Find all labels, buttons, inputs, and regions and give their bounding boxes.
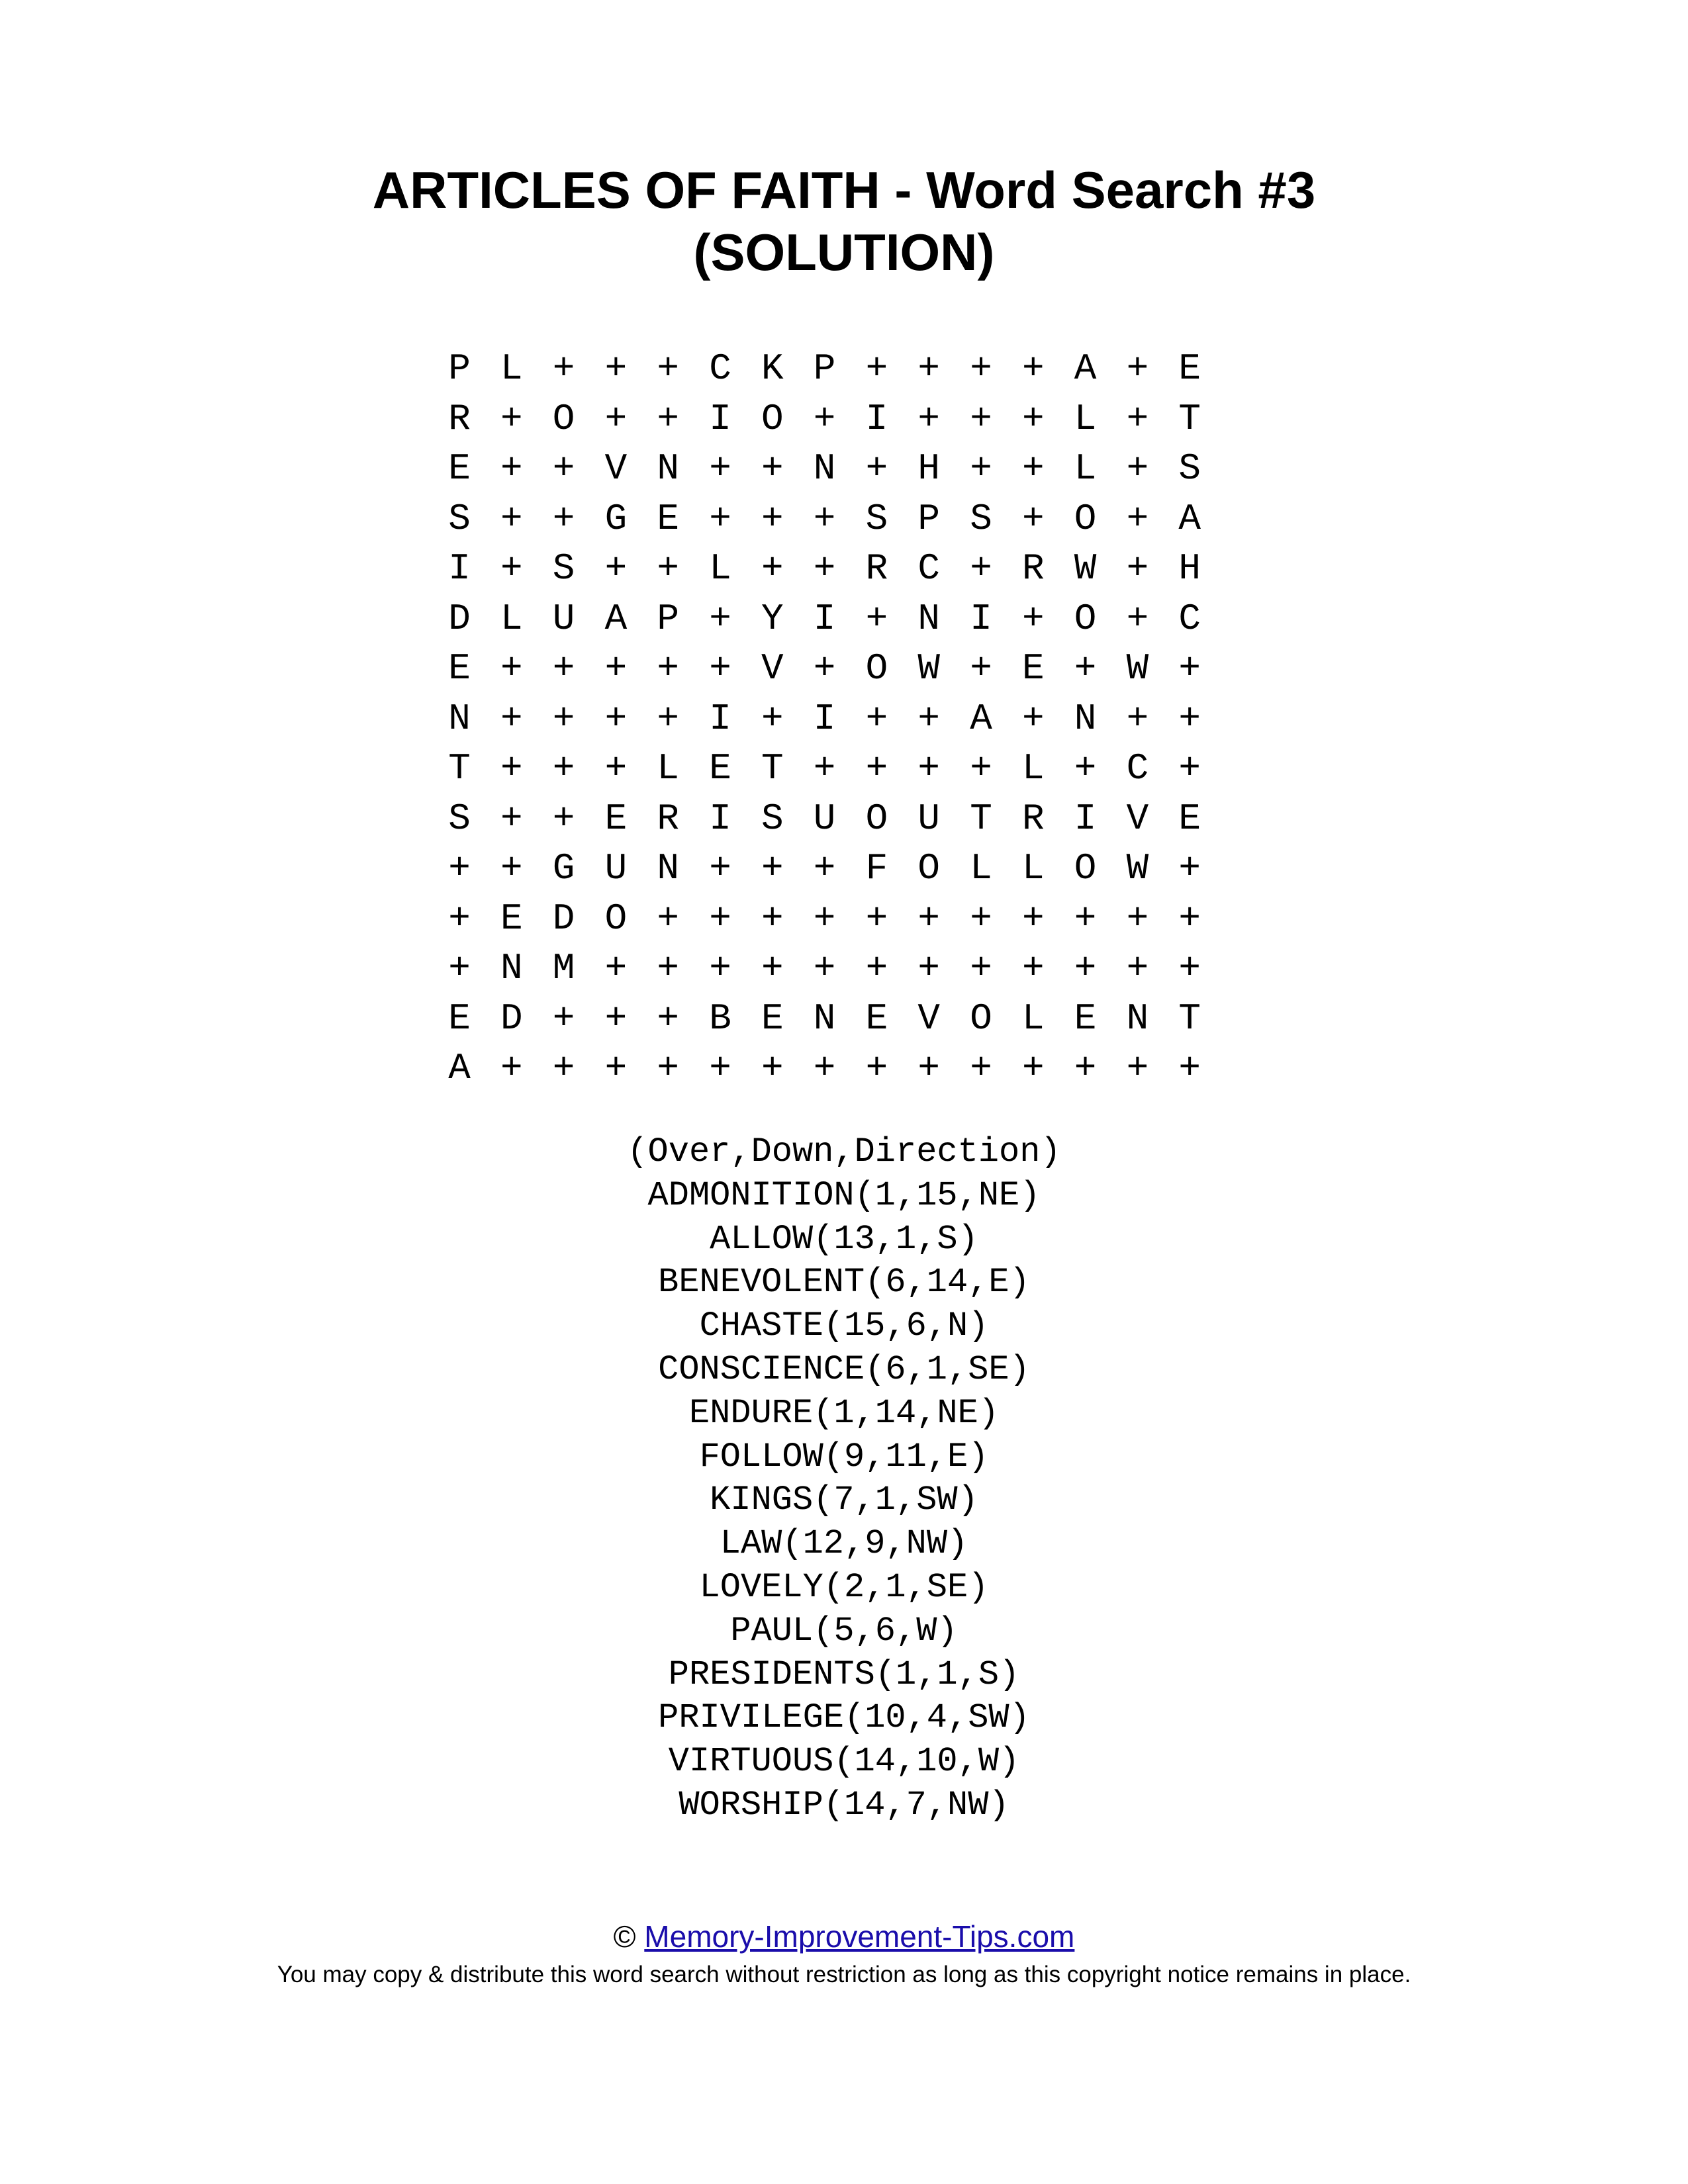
grid-cell: O: [1074, 497, 1097, 540]
grid-cell: +: [1021, 397, 1045, 440]
grid-cell: +: [448, 847, 471, 889]
grid-cell: G: [604, 497, 628, 540]
grid-cell: +: [813, 497, 836, 540]
grid-cell: +: [865, 447, 888, 490]
grid-cell: +: [970, 447, 992, 490]
grid-cell: +: [1074, 747, 1097, 790]
grid-cell: T: [761, 747, 784, 790]
grid-cell: C: [1126, 747, 1149, 790]
grid-cell: +: [1126, 947, 1149, 989]
grid-cell: S: [1178, 447, 1201, 490]
grid-cell: +: [865, 697, 888, 740]
grid-cell: +: [709, 897, 731, 940]
grid-cell: +: [709, 647, 731, 690]
word-list-item: PRESIDENTS(1,1,S): [668, 1655, 1020, 1694]
grid-cell: +: [761, 897, 784, 940]
word-list-item: KINGS(7,1,SW): [710, 1480, 978, 1520]
grid-row: [440, 894, 1218, 944]
grid-cell: T: [1178, 397, 1201, 440]
grid-row: [440, 494, 1218, 545]
grid-cell: I: [709, 797, 731, 840]
grid-cell: S: [761, 797, 784, 840]
grid-cell: +: [657, 697, 679, 740]
grid-row: [440, 594, 1218, 645]
grid-cell: O: [761, 397, 784, 440]
grid-cell: +: [1178, 1047, 1201, 1089]
grid-cell: A: [448, 1047, 471, 1089]
grid-cell: +: [917, 697, 940, 740]
grid-cell: E: [657, 497, 679, 540]
grid-cell: E: [448, 447, 471, 490]
grid-cell: +: [813, 547, 836, 590]
grid-cell: +: [917, 1047, 940, 1089]
grid-cell: O: [917, 847, 940, 889]
grid-cell: +: [917, 347, 940, 390]
grid-cell: A: [604, 597, 628, 640]
grid-cell: +: [657, 897, 679, 940]
grid-cell: N: [657, 847, 679, 889]
grid-cell: +: [970, 1047, 992, 1089]
grid-cell: +: [970, 947, 992, 989]
grid-cell: +: [552, 497, 575, 540]
grid-cell: +: [865, 347, 888, 390]
grid-cell: S: [552, 547, 575, 590]
grid-cell: +: [709, 947, 731, 989]
grid-cell: W: [1126, 847, 1149, 889]
grid-cell: +: [604, 697, 628, 740]
grid-cell: N: [448, 697, 471, 740]
grid-cell: O: [1074, 847, 1097, 889]
grid-cell: +: [813, 397, 836, 440]
grid-cell: U: [552, 597, 575, 640]
grid-cell: +: [448, 947, 471, 989]
grid-cell: I: [709, 397, 731, 440]
grid-cell: +: [1021, 597, 1045, 640]
word-search-grid: [440, 344, 1218, 1094]
grid-cell: +: [865, 947, 888, 989]
grid-row: [440, 544, 1218, 594]
grid-cell: +: [552, 697, 575, 740]
grid-cell: R: [657, 797, 679, 840]
grid-cell: L: [500, 597, 523, 640]
grid-cell: +: [917, 897, 940, 940]
grid-cell: V: [917, 997, 940, 1040]
grid-cell: D: [500, 997, 523, 1040]
grid-cell: +: [552, 647, 575, 690]
grid-cell: V: [1126, 797, 1149, 840]
grid-cell: +: [709, 597, 731, 640]
grid-cell: E: [761, 997, 784, 1040]
grid-cell: +: [1074, 897, 1097, 940]
grid-cell: W: [917, 647, 940, 690]
grid-cell: D: [552, 897, 575, 940]
grid-cell: +: [1178, 747, 1201, 790]
grid-cell: E: [865, 997, 888, 1040]
grid-cell: T: [448, 747, 471, 790]
grid-cell: +: [1021, 1047, 1045, 1089]
grid-cell: V: [604, 447, 628, 490]
grid-cell: O: [604, 897, 628, 940]
word-list-header: (Over,Down,Direction): [627, 1132, 1061, 1171]
grid-cell: +: [917, 947, 940, 989]
grid-cell: L: [1021, 747, 1045, 790]
word-list-item: LOVELY(2,1,SE): [699, 1567, 989, 1607]
grid-cell: N: [813, 447, 836, 490]
grid-cell: +: [1126, 497, 1149, 540]
grid-cell: I: [970, 597, 992, 640]
grid-row: [440, 444, 1218, 494]
grid-cell: +: [500, 747, 523, 790]
grid-cell: +: [970, 897, 992, 940]
grid-cell: +: [604, 397, 628, 440]
grid-cell: +: [1178, 697, 1201, 740]
grid-cell: S: [448, 797, 471, 840]
grid-cell: +: [709, 497, 731, 540]
grid-cell: +: [1178, 897, 1201, 940]
grid-row: [440, 394, 1218, 445]
grid-cell: +: [917, 397, 940, 440]
grid-row: [440, 844, 1218, 894]
grid-cell: +: [813, 847, 836, 889]
grid-row: [440, 1044, 1218, 1094]
grid-cell: +: [1021, 947, 1045, 989]
grid-cell: R: [1021, 547, 1045, 590]
grid-cell: L: [657, 747, 679, 790]
grid-cell: W: [1126, 647, 1149, 690]
grid-cell: +: [709, 1047, 731, 1089]
grid-cell: O: [552, 397, 575, 440]
grid-cell: M: [552, 947, 575, 989]
grid-cell: +: [1178, 647, 1201, 690]
grid-cell: +: [970, 397, 992, 440]
grid-cell: U: [604, 847, 628, 889]
grid-cell: A: [1074, 347, 1097, 390]
grid-cell: +: [1126, 897, 1149, 940]
word-list-item: CONSCIENCE(6,1,SE): [658, 1349, 1030, 1389]
grid-cell: +: [657, 997, 679, 1040]
grid-cell: S: [448, 497, 471, 540]
grid-cell: L: [500, 347, 523, 390]
grid-cell: +: [1126, 397, 1149, 440]
page-subtitle: (SOLUTION): [693, 223, 995, 281]
grid-cell: +: [552, 1047, 575, 1089]
grid-cell: U: [917, 797, 940, 840]
grid-cell: +: [657, 397, 679, 440]
grid-cell: +: [761, 447, 784, 490]
grid-cell: +: [1074, 647, 1097, 690]
grid-cell: +: [448, 897, 471, 940]
grid-cell: O: [865, 797, 888, 840]
grid-cell: E: [1178, 797, 1201, 840]
grid-cell: +: [657, 647, 679, 690]
grid-row: [440, 994, 1218, 1044]
grid-cell: +: [1178, 947, 1201, 989]
grid-cell: +: [500, 547, 523, 590]
grid-cell: G: [552, 847, 575, 889]
copyright-notice: You may copy & distribute this word search without restriction as long as this copyright notice remains in place.: [277, 1962, 1411, 1987]
word-list-item: ENDURE(1,14,NE): [688, 1393, 1000, 1433]
word-list: [0, 1130, 1688, 1827]
grid-cell: V: [761, 647, 784, 690]
grid-cell: K: [761, 347, 784, 390]
grid-cell: C: [917, 547, 940, 590]
word-list-item: CHASTE(15,6,N): [699, 1306, 989, 1346]
grid-cell: +: [1126, 547, 1149, 590]
grid-cell: O: [970, 997, 992, 1040]
grid-cell: D: [448, 597, 471, 640]
grid-row: [440, 744, 1218, 794]
grid-cell: E: [448, 997, 471, 1040]
grid-cell: I: [1074, 797, 1097, 840]
grid-cell: P: [657, 597, 679, 640]
grid-cell: E: [500, 897, 523, 940]
grid-cell: T: [970, 797, 992, 840]
grid-cell: +: [604, 347, 628, 390]
word-list-item: BENEVOLENT(6,14,E): [658, 1263, 1030, 1302]
word-list-item: WORSHIP(14,7,NW): [679, 1785, 1009, 1825]
grid-cell: F: [865, 847, 888, 889]
grid-cell: +: [500, 797, 523, 840]
grid-cell: +: [761, 1047, 784, 1089]
grid-cell: +: [604, 997, 628, 1040]
grid-cell: S: [865, 497, 888, 540]
grid-row: [440, 644, 1218, 694]
grid-cell: +: [813, 1047, 836, 1089]
grid-cell: +: [761, 497, 784, 540]
grid-cell: L: [970, 847, 992, 889]
grid-cell: H: [917, 447, 940, 490]
grid-cell: +: [1074, 1047, 1097, 1089]
grid-cell: +: [761, 547, 784, 590]
grid-cell: +: [500, 697, 523, 740]
grid-cell: +: [500, 847, 523, 889]
grid-cell: +: [500, 397, 523, 440]
grid-cell: C: [709, 347, 731, 390]
site-link[interactable]: Memory-Improvement-Tips.com: [644, 1919, 1075, 1954]
grid-cell: E: [604, 797, 628, 840]
grid-cell: +: [1021, 897, 1045, 940]
grid-cell: R: [448, 397, 471, 440]
grid-cell: H: [1178, 547, 1201, 590]
grid-cell: I: [813, 597, 836, 640]
grid-cell: Y: [761, 597, 784, 640]
grid-cell: +: [604, 1047, 628, 1089]
grid-cell: +: [552, 797, 575, 840]
grid-cell: +: [500, 1047, 523, 1089]
grid-cell: I: [865, 397, 888, 440]
grid-cell: W: [1074, 547, 1097, 590]
grid-cell: +: [709, 847, 731, 889]
grid-cell: L: [1021, 847, 1045, 889]
grid-cell: +: [761, 697, 784, 740]
copyright-symbol: ©: [613, 1919, 636, 1954]
grid-cell: +: [1126, 347, 1149, 390]
grid-cell: +: [657, 947, 679, 989]
grid-cell: E: [448, 647, 471, 690]
grid-cell: +: [552, 747, 575, 790]
grid-cell: R: [865, 547, 888, 590]
grid-cell: +: [917, 747, 940, 790]
grid-cell: +: [1074, 947, 1097, 989]
grid-cell: +: [604, 947, 628, 989]
grid-cell: +: [865, 897, 888, 940]
grid-cell: N: [500, 947, 523, 989]
grid-cell: +: [970, 647, 992, 690]
grid-cell: +: [709, 447, 731, 490]
grid-cell: N: [813, 997, 836, 1040]
word-list-item: ADMONITION(1,15,NE): [647, 1175, 1041, 1215]
grid-cell: +: [1126, 447, 1149, 490]
grid-cell: I: [709, 697, 731, 740]
grid-cell: +: [865, 597, 888, 640]
grid-cell: L: [1074, 397, 1097, 440]
grid-cell: +: [761, 847, 784, 889]
grid-cell: +: [1021, 447, 1045, 490]
grid-cell: +: [865, 1047, 888, 1089]
grid-cell: +: [1021, 347, 1045, 390]
grid-row: [440, 794, 1218, 844]
grid-cell: P: [448, 347, 471, 390]
grid-cell: N: [657, 447, 679, 490]
grid-cell: T: [1178, 997, 1201, 1040]
grid-row: [440, 694, 1218, 745]
grid-cell: +: [970, 747, 992, 790]
grid-cell: +: [970, 347, 992, 390]
grid-cell: +: [1021, 697, 1045, 740]
grid-cell: +: [1126, 597, 1149, 640]
word-list-item: FOLLOW(9,11,E): [699, 1437, 989, 1477]
grid-cell: +: [604, 647, 628, 690]
grid-cell: +: [657, 1047, 679, 1089]
word-list-item: PAUL(5,6,W): [730, 1611, 958, 1651]
grid-cell: A: [1178, 497, 1201, 540]
grid-cell: O: [1074, 597, 1097, 640]
grid-cell: N: [917, 597, 940, 640]
grid-cell: +: [552, 347, 575, 390]
word-list-item: LAW(12,9,NW): [720, 1524, 968, 1564]
grid-cell: +: [604, 547, 628, 590]
grid-cell: +: [1126, 697, 1149, 740]
grid-cell: I: [813, 697, 836, 740]
grid-cell: +: [761, 947, 784, 989]
grid-cell: U: [813, 797, 836, 840]
grid-cell: +: [500, 497, 523, 540]
grid-cell: L: [1074, 447, 1097, 490]
grid-cell: E: [709, 747, 731, 790]
grid-cell: E: [1074, 997, 1097, 1040]
grid-cell: A: [970, 697, 992, 740]
grid-cell: +: [552, 447, 575, 490]
grid-cell: P: [813, 347, 836, 390]
grid-cell: I: [448, 547, 471, 590]
word-list-item: ALLOW(13,1,S): [710, 1219, 978, 1259]
grid-cell: B: [709, 997, 731, 1040]
grid-cell: +: [1178, 847, 1201, 889]
grid-row: [440, 344, 1218, 394]
grid-cell: O: [865, 647, 888, 690]
grid-cell: +: [813, 647, 836, 690]
grid-cell: R: [1021, 797, 1045, 840]
grid-cell: +: [552, 997, 575, 1040]
page-title: ARTICLES OF FAITH - Word Search #3: [372, 161, 1316, 219]
grid-cell: +: [813, 747, 836, 790]
copyright-line: [0, 1918, 1688, 1955]
grid-cell: +: [1126, 1047, 1149, 1089]
grid-row: [440, 944, 1218, 994]
grid-cell: +: [500, 447, 523, 490]
grid-cell: +: [1021, 497, 1045, 540]
grid-cell: S: [970, 497, 992, 540]
grid-cell: +: [970, 547, 992, 590]
grid-cell: N: [1126, 997, 1149, 1040]
word-list-item: PRIVILEGE(10,4,SW): [658, 1698, 1030, 1738]
grid-cell: +: [657, 547, 679, 590]
grid-cell: N: [1074, 697, 1097, 740]
grid-cell: L: [1021, 997, 1045, 1040]
grid-cell: +: [604, 747, 628, 790]
grid-cell: C: [1178, 597, 1201, 640]
grid-cell: E: [1178, 347, 1201, 390]
grid-cell: +: [500, 647, 523, 690]
grid-cell: +: [865, 747, 888, 790]
grid-cell: +: [813, 947, 836, 989]
word-list-item: VIRTUOUS(14,10,W): [668, 1742, 1020, 1782]
grid-cell: L: [709, 547, 731, 590]
grid-cell: P: [917, 497, 940, 540]
grid-cell: +: [657, 347, 679, 390]
grid-cell: +: [813, 897, 836, 940]
grid-cell: E: [1021, 647, 1045, 690]
